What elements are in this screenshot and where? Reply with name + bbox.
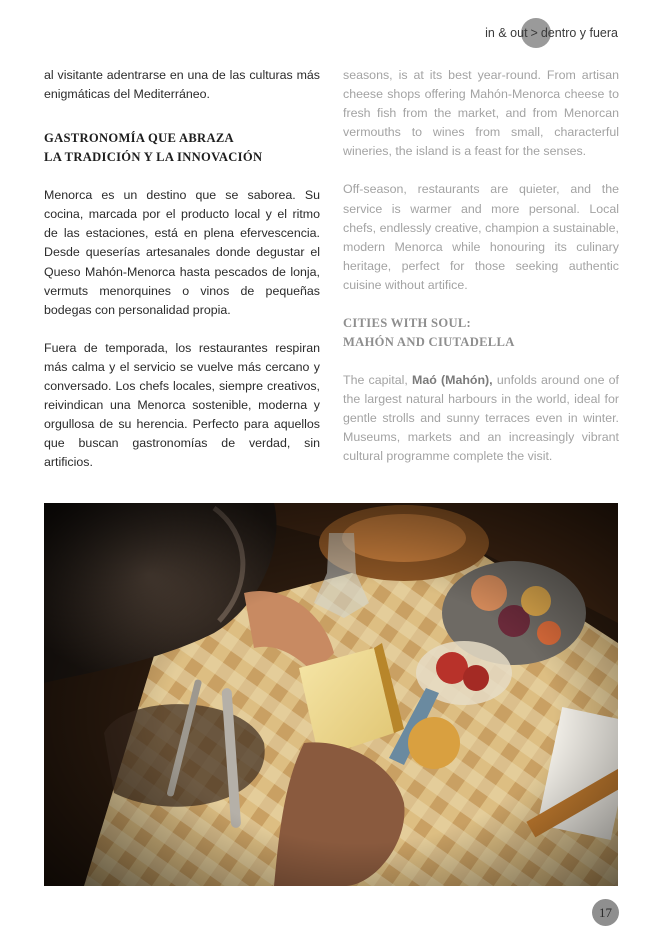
left-intro-text: al visitante adentrarse en una de las culturas más enigmáticas del Mediterráneo.	[44, 68, 320, 102]
right-intro-text: seasons, is at its best year-round. From artisan cheese shops offering Mahón-Menorca cheese to fresh fish from the market, and from Menorcan vermouths to wines from small, characterful wineries, the island is a feast for the senses.	[343, 68, 619, 159]
right-column-english	[343, 66, 619, 486]
right-section-heading	[343, 314, 619, 352]
right-heading-line1: CITIES WITH SOUL:	[343, 316, 472, 331]
header-separator: >	[530, 26, 538, 40]
page-number-badge: 17	[592, 899, 619, 926]
left-paragraph-1: Menorca es un destino que se saborea. Su cocina, marcada por el producto local y el ritmo de las estaciones, está en plena efervescencia. Desde queserías artesanales donde degustar el Queso Mahón-Menorca hasta pescados de lonja, vermuts menorquines o vinos de pequeñas bodegas con personalidad propia.	[44, 188, 320, 317]
cheese-cutting-photo	[44, 503, 618, 886]
left-heading-line2: LA TRADICIÓN Y LA INNOVACIÓN	[44, 150, 263, 165]
right-p2-bold-mao: Maó (Mahón),	[412, 373, 493, 388]
right-p2-before: The capital,	[343, 373, 413, 388]
left-section-heading	[44, 129, 320, 167]
section-header	[485, 22, 618, 44]
left-heading-line1: GASTRONOMÍA QUE ABRAZA	[44, 131, 234, 146]
right-paragraph-2	[343, 371, 619, 466]
right-paragraph-1: Off-season, restaurants are quieter, and the service is warmer and more personal. Local chefs, endlessly creative, champion a sustainable, modern Menorca while honouring its culinary heritage, perfect for those seeking authentic cuisine without artifice.	[343, 182, 619, 292]
header-dentro-fuera: dentro y fuera	[540, 26, 618, 40]
right-p2-after: unfolds around one of the largest natural harbours in the world, ideal for gentle strolls and sunny terraces even in winter. Museums, markets and an increasingly vibrant cultural programme complete the visit.	[343, 373, 619, 464]
left-column-spanish	[44, 66, 320, 492]
vignette-overlay	[44, 503, 618, 886]
left-paragraph-2: Fuera de temporada, los restaurantes respiran más calma y el servicio se vuelve más cercano y conversado. Los chefs locales, siempre creativos, reivindican una Menorca sostenible, moderna y orgullosa de su herencia. Perfecto para aquellos que buscan gastronomías de verdad, sin artificios.	[44, 340, 320, 470]
header-in-out: in & out	[485, 26, 528, 40]
right-heading-line2: MAHÓN AND CIUTADELLA	[343, 335, 515, 350]
